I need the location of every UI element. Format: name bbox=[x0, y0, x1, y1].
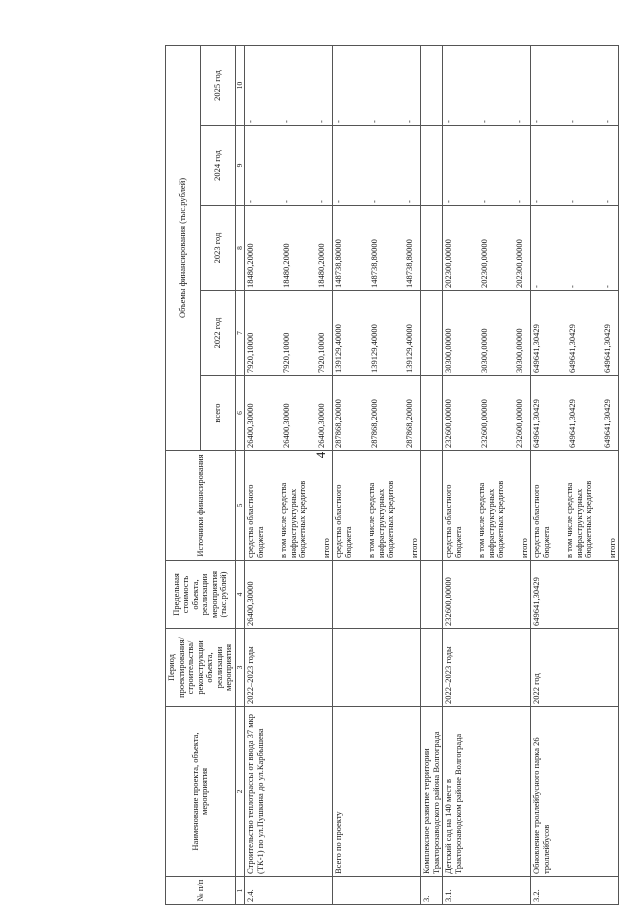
table-row bbox=[443, 45, 531, 904]
row-2024-line: - bbox=[368, 200, 379, 203]
row-cost: 649641,30429 bbox=[531, 561, 619, 629]
row-total-line: 26400,30000 bbox=[280, 403, 291, 448]
row-total-line: 287868,20000 bbox=[333, 399, 344, 448]
row-sources-line: итого bbox=[606, 538, 617, 558]
row-2024 bbox=[443, 126, 531, 206]
row-2023-line: 148738,80000 bbox=[333, 239, 344, 288]
row-2025 bbox=[421, 45, 443, 125]
row-number: 2.4. bbox=[245, 877, 333, 905]
row-2022 bbox=[245, 291, 333, 376]
row-sources-line: средства областного бюджета bbox=[333, 484, 353, 558]
row-2024-line: - bbox=[566, 200, 577, 203]
column-index: 3 bbox=[235, 629, 244, 707]
row-sources-line: средства областного бюджета bbox=[443, 484, 463, 558]
row-2022 bbox=[531, 291, 619, 376]
row-2023-line: 148738,80000 bbox=[404, 239, 415, 288]
row-2025-line: - bbox=[245, 120, 255, 123]
row-2024-line: - bbox=[478, 200, 489, 203]
row-2024 bbox=[333, 126, 421, 206]
row-sources-line: в том числе средства инфраструктурных бюджетных кредитов bbox=[476, 480, 506, 558]
row-2025-line: - bbox=[316, 120, 327, 123]
column-index: 8 bbox=[235, 206, 244, 291]
row-period: 2022–2023 годы bbox=[443, 629, 531, 707]
header-name: Наименование проекта, объекта, мероприятия bbox=[166, 707, 236, 877]
row-2025-line: - bbox=[404, 120, 415, 123]
row-2025-line: - bbox=[333, 120, 344, 123]
row-cost bbox=[421, 561, 443, 629]
row-2024-line: - bbox=[280, 200, 291, 203]
row-2022 bbox=[443, 291, 531, 376]
row-2025-line: - bbox=[514, 120, 525, 123]
row-2023 bbox=[333, 206, 421, 291]
header-year-2023: 2023 год bbox=[200, 206, 235, 291]
row-cost bbox=[333, 561, 421, 629]
header-year-2024: 2024 год bbox=[200, 126, 235, 206]
rotated-table-container bbox=[165, 46, 635, 905]
row-total bbox=[531, 376, 619, 451]
row-2023-line: 18480,20000 bbox=[316, 243, 327, 288]
row-2024 bbox=[531, 126, 619, 206]
row-2022-line: 139129,40000 bbox=[333, 324, 344, 373]
row-total-line: 232600,00000 bbox=[514, 399, 525, 448]
row-2022 bbox=[333, 291, 421, 376]
row-period: 2022–2023 годы bbox=[245, 629, 333, 707]
row-sources bbox=[333, 451, 421, 561]
row-2024-line: - bbox=[531, 200, 542, 203]
row-2023 bbox=[245, 206, 333, 291]
row-sources bbox=[245, 451, 333, 561]
row-2024-line: - bbox=[443, 200, 454, 203]
row-2025-line: - bbox=[531, 120, 542, 123]
row-sources-line: итого bbox=[320, 538, 331, 558]
row-2023-line: - bbox=[602, 285, 613, 288]
row-2024-line: - bbox=[333, 200, 344, 203]
header-total: всего bbox=[200, 376, 235, 451]
row-number: 3. bbox=[421, 877, 443, 905]
row-name: Строительство теплотрассы от ввода 37 мкр (ТК-1) по ул.Пушкина до ул.Карбышева bbox=[245, 707, 333, 877]
row-sources-line: средства областного бюджета bbox=[245, 484, 265, 558]
row-2022-line: 649641,30429 bbox=[602, 324, 613, 373]
table-row bbox=[333, 45, 421, 904]
row-2022-line: 30300,00000 bbox=[478, 328, 489, 373]
row-2023-line: 148738,80000 bbox=[368, 239, 379, 288]
row-total bbox=[443, 376, 531, 451]
row-total bbox=[245, 376, 333, 451]
row-2022-line: 649641,30429 bbox=[531, 324, 542, 373]
row-2024 bbox=[245, 126, 333, 206]
column-index: 9 bbox=[235, 126, 244, 206]
row-sources bbox=[443, 451, 531, 561]
row-2023-line: - bbox=[531, 285, 542, 288]
row-total-line: 649641,30429 bbox=[531, 399, 542, 448]
row-total-line: 649641,30429 bbox=[602, 399, 613, 448]
row-2024-line: - bbox=[602, 200, 613, 203]
row-sources bbox=[531, 451, 619, 561]
row-2022-line: 139129,40000 bbox=[368, 324, 379, 373]
financing-table bbox=[165, 45, 619, 905]
row-2023 bbox=[531, 206, 619, 291]
row-2025-line: - bbox=[566, 120, 577, 123]
row-cost: 232600,00000 bbox=[443, 561, 531, 629]
page-number: 4 bbox=[313, 451, 328, 459]
header-no: № п/п bbox=[166, 877, 236, 905]
header-source: Источники финансирования bbox=[166, 451, 236, 561]
row-sources-line: средства областного бюджета bbox=[531, 484, 551, 558]
row-sources bbox=[421, 451, 443, 561]
header-cost: Предельная стоимость объекта, реализации мероприятия (тыс.рублей) bbox=[166, 561, 236, 629]
column-index: 10 bbox=[235, 45, 244, 125]
row-2023-line: 18480,20000 bbox=[245, 243, 255, 288]
row-2023-line: 202300,00000 bbox=[478, 239, 489, 288]
header-period: Период проектирования/ строительства/ реконструкции объекта, реализации мероприятия bbox=[166, 629, 236, 707]
row-sources-line: в том числе средства инфраструктурных бюджетных кредитов bbox=[278, 480, 308, 558]
column-index: 1 bbox=[235, 877, 244, 905]
column-index: 6 bbox=[235, 376, 244, 451]
row-2024-line: - bbox=[245, 200, 255, 203]
row-2025 bbox=[245, 45, 333, 125]
column-index: 7 bbox=[235, 291, 244, 376]
row-2022-line: 7920,10000 bbox=[316, 332, 327, 373]
row-2024-line: - bbox=[514, 200, 525, 203]
row-period bbox=[333, 629, 421, 707]
row-2023-line: 202300,00000 bbox=[514, 239, 525, 288]
row-2025-line: - bbox=[478, 120, 489, 123]
column-index: 2 bbox=[235, 707, 244, 877]
row-2023-line: - bbox=[566, 285, 577, 288]
row-name: Комплексное развитие территории Тракторозаводского района Волгограда bbox=[421, 707, 443, 877]
row-2022-line: 30300,00000 bbox=[443, 328, 454, 373]
column-index: 5 bbox=[235, 451, 244, 561]
row-total-line: 287868,20000 bbox=[404, 399, 415, 448]
row-total-line: 232600,00000 bbox=[443, 399, 454, 448]
row-sources-line: итого bbox=[518, 538, 529, 558]
row-number: 3.1. bbox=[443, 877, 531, 905]
row-2022-line: 30300,00000 bbox=[514, 328, 525, 373]
row-total-line: 649641,30429 bbox=[566, 399, 577, 448]
row-2022-line: 649641,30429 bbox=[566, 324, 577, 373]
row-total bbox=[333, 376, 421, 451]
row-2025-line: - bbox=[280, 120, 291, 123]
row-2024-line: - bbox=[404, 200, 415, 203]
row-sources-line: в том числе средства инфраструктурных бюджетных кредитов bbox=[564, 480, 594, 558]
table-row bbox=[531, 45, 619, 904]
row-cost: 26400,30000 bbox=[245, 561, 333, 629]
row-total-line: 232600,00000 bbox=[478, 399, 489, 448]
row-2025-line: - bbox=[602, 120, 613, 123]
row-2023 bbox=[421, 206, 443, 291]
row-total bbox=[421, 376, 443, 451]
row-2024 bbox=[421, 126, 443, 206]
row-name: Обновление троллейбусного парка 26 троллейбусов bbox=[531, 707, 619, 877]
row-2025 bbox=[443, 45, 531, 125]
row-sources-line: итого bbox=[408, 538, 419, 558]
row-2024-line: - bbox=[316, 200, 327, 203]
header-year-2025: 2025 год bbox=[200, 45, 235, 125]
table-row bbox=[245, 45, 333, 904]
row-2022-line: 7920,10000 bbox=[245, 332, 255, 373]
row-period: 2022 год bbox=[531, 629, 619, 707]
header-year-2022: 2022 год bbox=[200, 291, 235, 376]
row-number: 3.2. bbox=[531, 877, 619, 905]
row-2023 bbox=[443, 206, 531, 291]
row-2022 bbox=[421, 291, 443, 376]
row-2025-line: - bbox=[368, 120, 379, 123]
row-2022-line: 7920,10000 bbox=[280, 332, 291, 373]
row-total-line: 26400,30000 bbox=[245, 403, 255, 448]
row-2022-line: 139129,40000 bbox=[404, 324, 415, 373]
row-total-line: 287868,20000 bbox=[368, 399, 379, 448]
row-2025-line: - bbox=[443, 120, 454, 123]
row-total-line: 26400,30000 bbox=[316, 403, 327, 448]
header-volumes: Объемы финансирования (тыс.рублей) bbox=[166, 45, 201, 450]
table-row bbox=[421, 45, 443, 904]
row-2025 bbox=[531, 45, 619, 125]
column-index: 4 bbox=[235, 561, 244, 629]
row-period bbox=[421, 629, 443, 707]
row-sources-line: в том числе средства инфраструктурных бюджетных кредитов bbox=[366, 480, 396, 558]
row-2025 bbox=[333, 45, 421, 125]
row-name: Всего по проекту bbox=[333, 707, 421, 877]
row-2023-line: 202300,00000 bbox=[443, 239, 454, 288]
row-name: Детский сад на 140 мест в Тракторозаводском районе Волгограда bbox=[443, 707, 531, 877]
row-2023-line: 18480,20000 bbox=[280, 243, 291, 288]
row-number bbox=[333, 877, 421, 905]
